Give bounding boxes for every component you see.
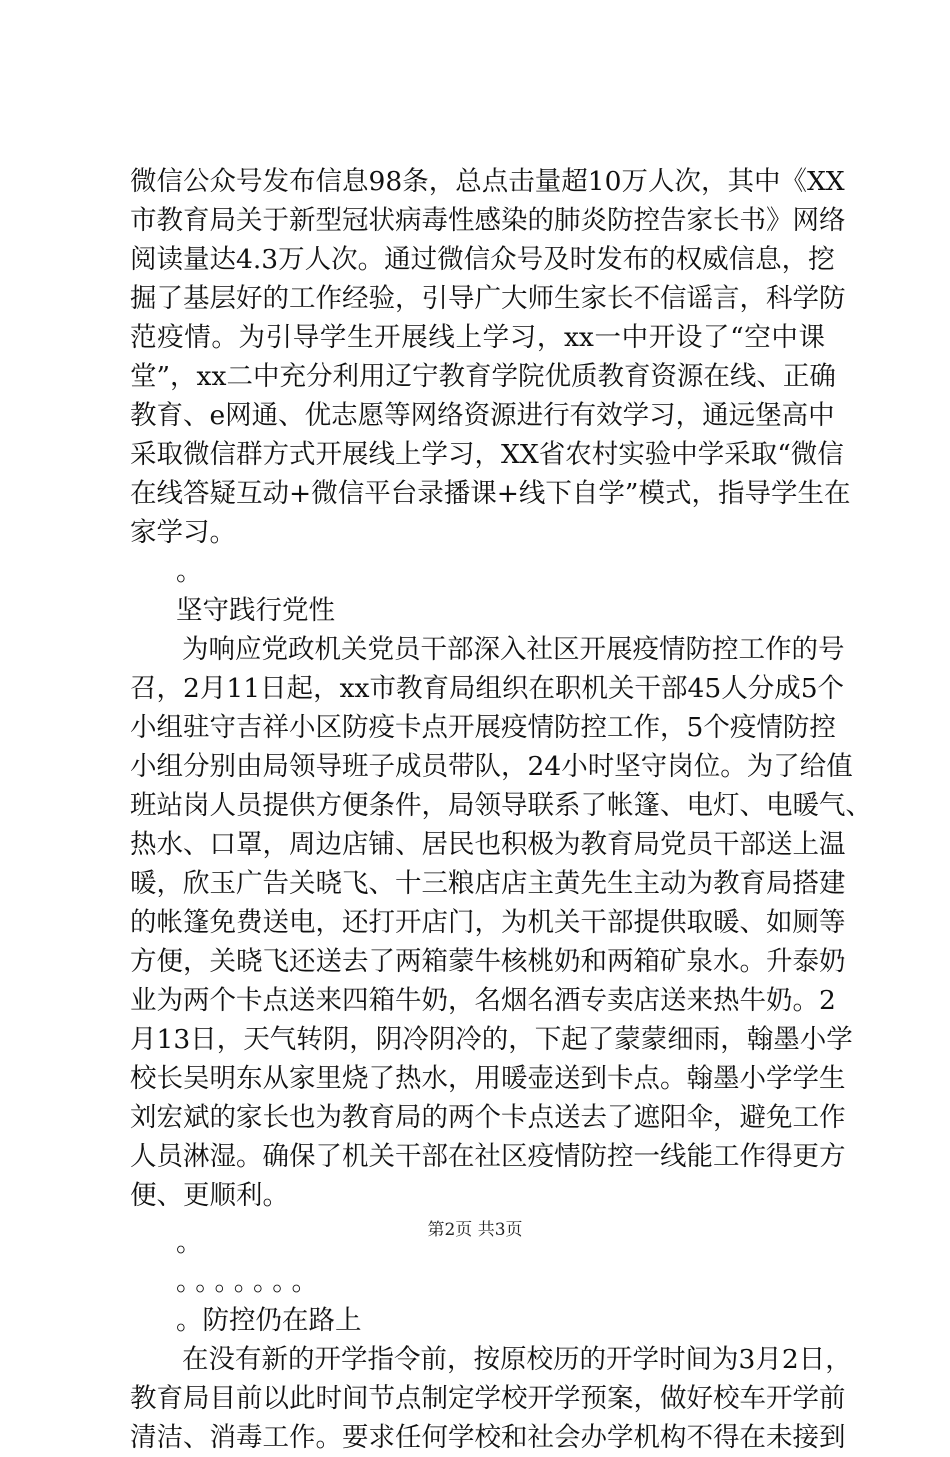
- text-line: 校长吴明东从家里烧了热水，用暖壶送到卡点。翰墨小学学生: [130, 1063, 846, 1094]
- text-line: 班站岗人员提供方便条件，局领导联系了帐篷、电灯、电暖气、: [130, 790, 872, 821]
- text-line: 掘了基层好的工作经验，引导广大师生家长不信谣言，科学防: [130, 283, 846, 314]
- text-line: 热水、口罩，周边店铺、居民也积极为教育局党员干部送上温: [130, 829, 846, 860]
- text-line: 在线答疑互动+微信平台录播课+线下自学”模式，指导学生在: [130, 478, 851, 509]
- text-line: 刘宏斌的家长也为教育局的两个卡点送去了遮阳伞，避免工作: [130, 1102, 846, 1133]
- text-line: 业为两个卡点送来四箱牛奶，名烟名酒专卖店送来热牛奶。2: [130, 985, 836, 1016]
- text-line: 家学习。: [130, 517, 236, 548]
- separator-marker-row: 。。。。。。。: [176, 1266, 324, 1297]
- text-line: 为响应党政机关党员干部深入社区开展疫情防控工作的号: [182, 634, 845, 665]
- section-heading-prevention: 。防控仍在路上: [176, 1305, 362, 1336]
- text-line: 小组驻守吉祥小区防疫卡点开展疫情防控工作，5个疫情防控: [130, 712, 836, 743]
- separator-marker: 。: [176, 1227, 209, 1258]
- text-line: 便、更顺利。: [130, 1180, 289, 1211]
- text-line: 微信公众号发布信息98条，总点击量超10万人次，其中《XX: [130, 166, 845, 197]
- document-body: [130, 162, 872, 1457]
- text-line: 月13日，天气转阴，阴冷阴冷的，下起了蒙蒙细雨，翰墨小学: [130, 1024, 853, 1055]
- text-line: 采取微信群方式开展线上学习，XX省农村实验中学采取“微信: [130, 439, 844, 470]
- text-line: 市教育局关于新型冠状病毒性感染的肺炎防控告家长书》网络: [130, 205, 846, 236]
- text-line: 方便，关晓飞还送去了两箱蒙牛核桃奶和两箱矿泉水。升泰奶: [130, 946, 846, 977]
- section-heading-party: 坚守践行党性: [176, 595, 335, 626]
- text-line: 召，2月11日起，xx市教育局组织在职机关干部45人分成5个: [130, 673, 845, 704]
- paragraph-community-duty: [130, 630, 872, 1215]
- text-line: 教育、e网通、优志愿等网络资源进行有效学习，通远堡高中: [130, 400, 835, 431]
- text-line: 的帐篷免费送电，还打开店门，为机关干部提供取暖、如厕等: [130, 907, 846, 938]
- text-line: 暖，欣玉广告关晓飞、十三粮店店主黄先生主动为教育局搭建: [130, 868, 846, 899]
- text-line: 小组分别由局领导班子成员带队，24小时坚守岗位。为了给值: [130, 751, 853, 782]
- text-line: 范疫情。为引导学生开展线上学习，xx一中开设了“空中课: [130, 322, 825, 353]
- text-line: 教育局目前以此时间节点制定学校开学预案，做好校车开学前: [130, 1383, 846, 1414]
- text-line: 人员淋湿。确保了机关干部在社区疫情防控一线能工作得更方: [130, 1141, 846, 1172]
- paragraph-online-learning: [130, 162, 851, 552]
- text-line: 堂”，xx二中充分利用辽宁教育学院优质教育资源在线、正确: [130, 361, 836, 392]
- text-line: 阅读量达4.3万人次。通过微信众号及时发布的权威信息，挖: [130, 244, 835, 275]
- text-line: 清洁、消毒工作。要求任何学校和社会办学机构不得在未接到: [130, 1422, 846, 1453]
- separator-marker: 。: [176, 556, 209, 587]
- text-line: 在没有新的开学指令前，按原校历的开学时间为3月2日，: [182, 1344, 852, 1375]
- page-footer: 第2页 共3页: [427, 1220, 523, 1240]
- paragraph-school-reopening: [130, 1340, 852, 1457]
